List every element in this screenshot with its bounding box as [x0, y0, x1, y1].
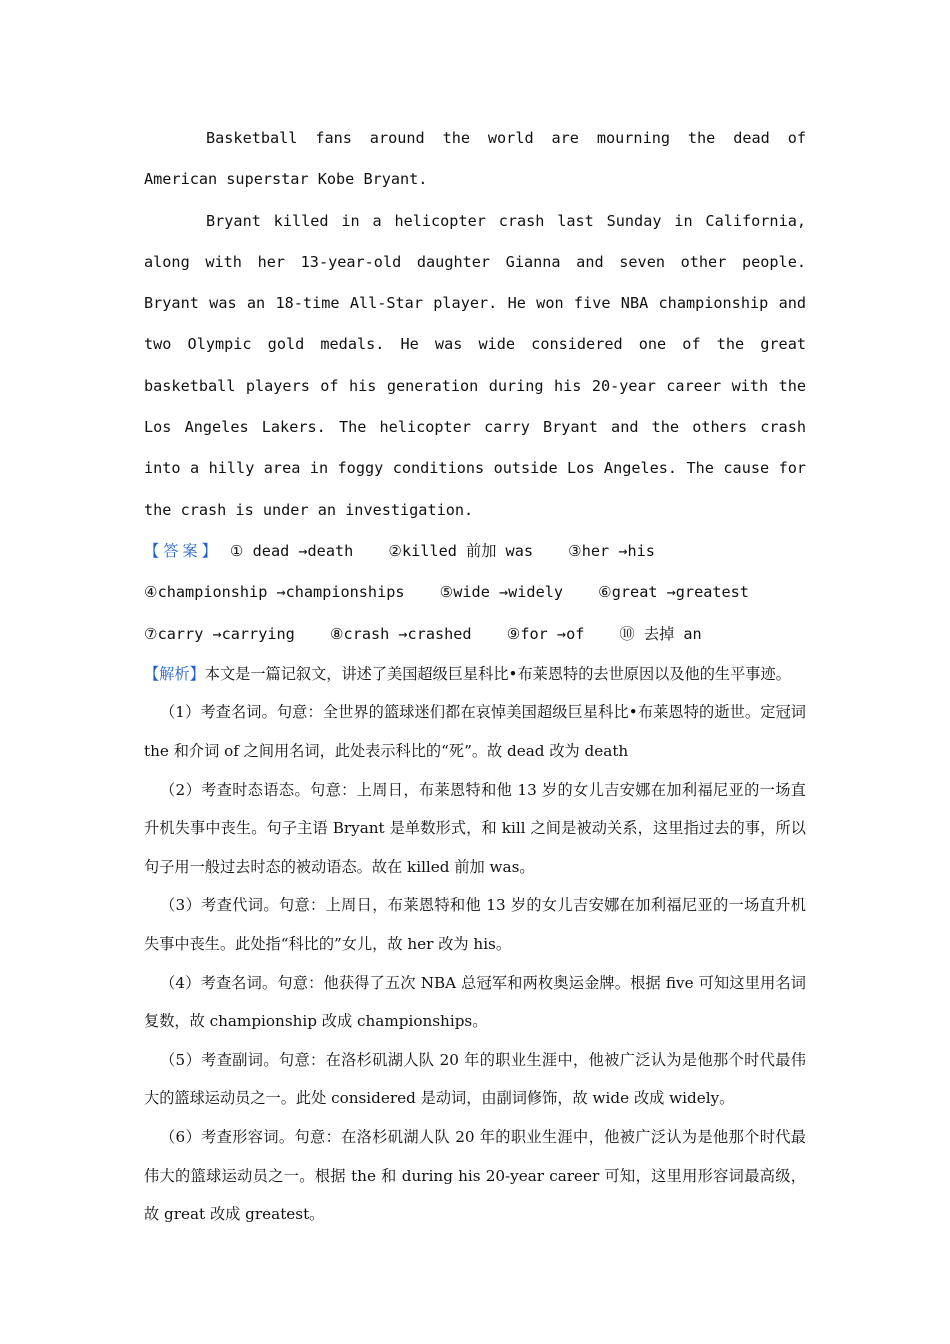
answer-item-4: ④championship →championships — [144, 583, 405, 602]
answer-item-10: ⑩ 去掉 an — [619, 624, 702, 643]
analysis-point-5: （5）考查副词。句意：在洛杉矶湖人队 20 年的职业生涯中，他被广泛认为是他那个时代最伟大的篮球运动员之一。此处 considered 是动词，由副词修饰，故 wide 改成 widely。 — [144, 1050, 806, 1108]
answer-item-7: ⑦carry →carrying — [144, 624, 295, 643]
answer-item-1: ① dead →death — [229, 541, 354, 560]
answer-item-6: ⑥great →greatest — [598, 583, 749, 602]
passage-paragraph-2: Bryant killed in a helicopter crash last Sunday in California, along with her 13-year-old daughter Gianna and seven other people. Bryant was an 18-time All-Star player. He won five NBA championship and two Olympic gold medals. He was wide considered one of the great basketball players of his generation during his 20-year career with the Los Angeles Lakers. The helicopter carry Bryant and the others crash into a hilly area in foggy conditions outside Los Angeles. The cause for the crash is under an investigation. — [144, 211, 806, 519]
answer-item-3: ③her →his — [568, 541, 655, 560]
analysis-intro-text: 本文是一篇记叙文，讲述了美国超级巨星科比•布莱恩特的去世原因以及他的生平事迹。 — [204, 664, 791, 683]
analysis-point-2: （2）考查时态语态。句意：上周日，布莱恩特和他 13 岁的女儿吉安娜在加利福尼亚的一场直升机失事中丧生。句子主语 Bryant 是单数形式，和 kill 之间是被动关系，这里指过去的事，所以句子用一般过去时态的被动语态。故在 killed 前加 was。 — [144, 780, 806, 876]
passage-paragraph-1: Basketball fans around the world are mourning the dead of American superstar Kobe Bryant. — [144, 129, 806, 189]
analysis-point-6: （6）考查形容词。句意：在洛杉矶湖人队 20 年的职业生涯中，他被广泛认为是他那个时代最伟大的篮球运动员之一。根据 the 和 during his 20-year career 可知，这里用形容词最高级，故 great 改成 greatest。 — [144, 1127, 806, 1224]
analysis-point-3: （3）考查代词。句意：上周日，布莱恩特和他 13 岁的女儿吉安娜在加利福尼亚的一场直升机失事中丧生。此处指“科比的”女儿，故 her 改为 his。 — [144, 896, 806, 954]
analysis-label: 【解析】 — [144, 664, 205, 683]
answer-label: 【答案】 — [144, 541, 221, 560]
analysis-point-1: （1）考查名词。句意：全世界的篮球迷们都在哀悼美国超级巨星科比•布莱恩特的逝世。定冠词 the 和介词 of 之间用名词，此处表示科比的“死”。故 dead 改为 death — [144, 703, 806, 761]
answer-item-2: ②killed 前加 was — [388, 541, 533, 560]
document-content — [144, 118, 806, 1234]
answer-block — [144, 531, 806, 655]
analysis-point-4: （4）考查名词。句意：他获得了五次 NBA 总冠军和两枚奥运金牌。根据 five 可知这里用名词复数，故 championship 改成 championships。 — [144, 973, 806, 1031]
analysis-intro — [144, 655, 806, 694]
answer-item-5: ⑤wide →widely — [439, 583, 563, 602]
answer-item-8: ⑧crash →crashed — [329, 624, 472, 643]
answer-item-9: ⑨for →of — [506, 624, 585, 643]
